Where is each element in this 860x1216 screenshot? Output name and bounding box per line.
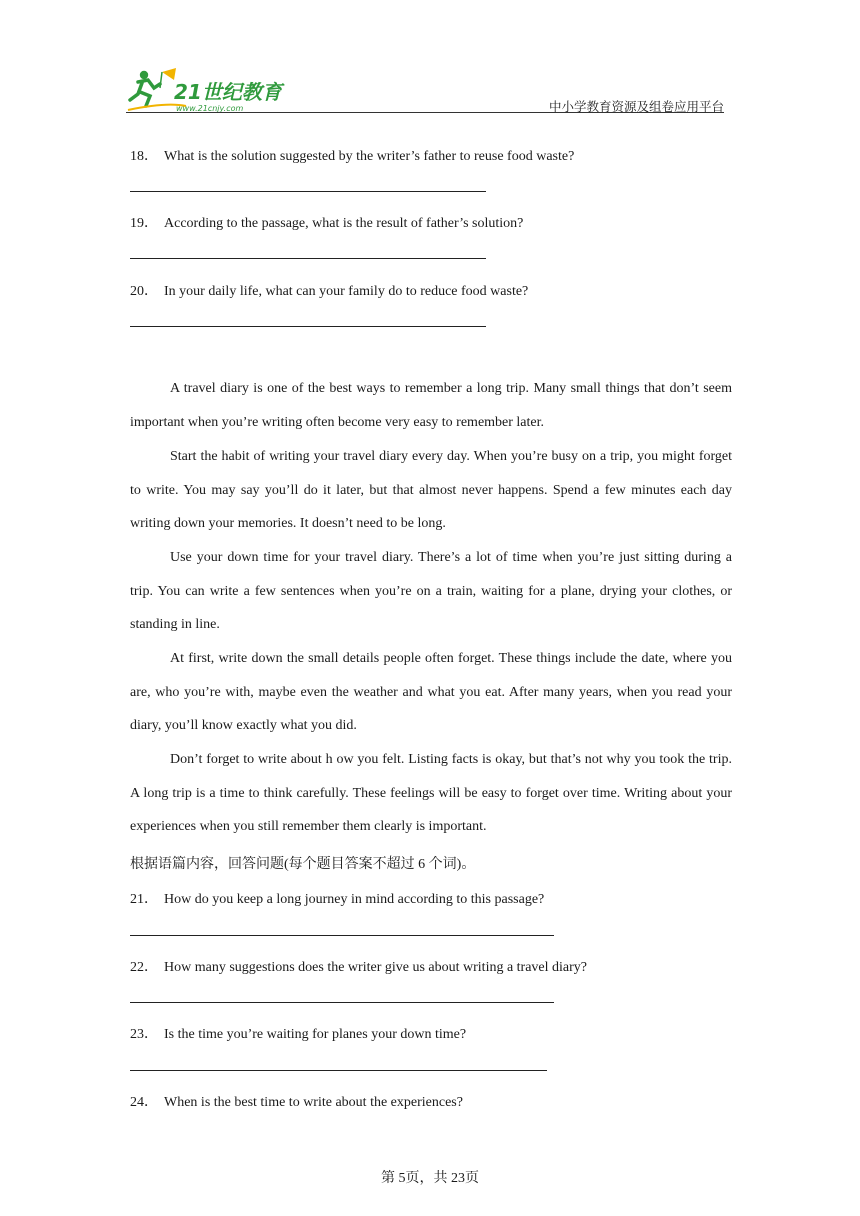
passage-paragraph-2: Start the habit of writing your travel diary every day. When you’re busy on a trip, you might forget to write. You may say you’ll do it later, but that almost never happens. Spend a few minutes each day writing down your memories. It doesn’t need to be long. [130, 449, 732, 532]
question-18 [130, 145, 574, 165]
page-number: 第 5页，共 23页 [381, 1171, 479, 1186]
page-header [126, 66, 724, 114]
question-22 [130, 956, 587, 976]
passage-paragraph-4: At first, write down the small details people often forget. These things include the date, where you are, who you’re with, maybe even the weather and what you eat. After many years, when you read your diary, you’ll know exactly what you did. [130, 651, 732, 734]
answer-line-22[interactable] [130, 1002, 554, 1003]
runner-icon [130, 68, 176, 106]
logo-text: 21世纪教育 [174, 80, 282, 104]
question-text: According to the passage, what is the result of father’s solution? [164, 216, 524, 231]
question-text: In your daily life, what can your family do to reduce food waste? [164, 284, 529, 299]
answer-line-20[interactable] [130, 326, 486, 327]
question-text: How many suggestions does the writer give us about writing a travel diary? [164, 960, 588, 975]
answer-line-23[interactable] [130, 1070, 547, 1071]
logo-url: www.21cnjy.com [176, 104, 244, 113]
instruction-text: 根据语篇内容，回答问题(每个题目答案不超过 6 个词)。 [130, 857, 476, 872]
question-number: 20． [130, 284, 158, 299]
question-number: 19． [130, 216, 158, 231]
passage-paragraph-3: Use your down time for your travel diary. There’s a lot of time when you’re just sitting during a trip. You can write a few sentences when you’re on a train, waiting for a plane, drying your clothes, or standing in line. [130, 550, 732, 633]
answer-line-21[interactable] [130, 935, 554, 936]
question-23 [130, 1023, 466, 1043]
question-number: 24． [130, 1095, 158, 1110]
question-text: When is the best time to write about the experiences? [164, 1095, 463, 1110]
question-number: 21． [130, 892, 158, 907]
question-text: Is the time you’re waiting for planes your down time? [164, 1027, 467, 1042]
header-divider [126, 112, 724, 113]
question-text: What is the solution suggested by the writer’s father to reuse food waste? [164, 149, 575, 164]
logo-21cnjy [126, 66, 296, 114]
question-number: 18． [130, 149, 158, 164]
platform-name: 中小学教育资源及组卷应用平台 [548, 100, 724, 114]
question-24 [130, 1091, 463, 1111]
answer-line-19[interactable] [130, 258, 486, 259]
question-number: 23． [130, 1027, 158, 1042]
question-20 [130, 280, 528, 300]
question-text: How do you keep a long journey in mind according to this passage? [164, 892, 545, 907]
passage-paragraph-5: Don’t forget to write about h ow you felt. Listing facts is okay, but that’s not why you took the trip. A long trip is a time to think carefully. These feelings will be easy to forget over time. Writing about your experiences when you still remember them clearly is important. [130, 752, 732, 835]
passage-paragraph-1: A travel diary is one of the best ways to remember a long trip. Many small things that don’t seem important when you’re writing often become very easy to remember later. [130, 381, 732, 430]
question-number: 22． [130, 960, 158, 975]
answer-line-18[interactable] [130, 191, 486, 192]
question-21 [130, 888, 544, 908]
question-19 [130, 212, 523, 232]
